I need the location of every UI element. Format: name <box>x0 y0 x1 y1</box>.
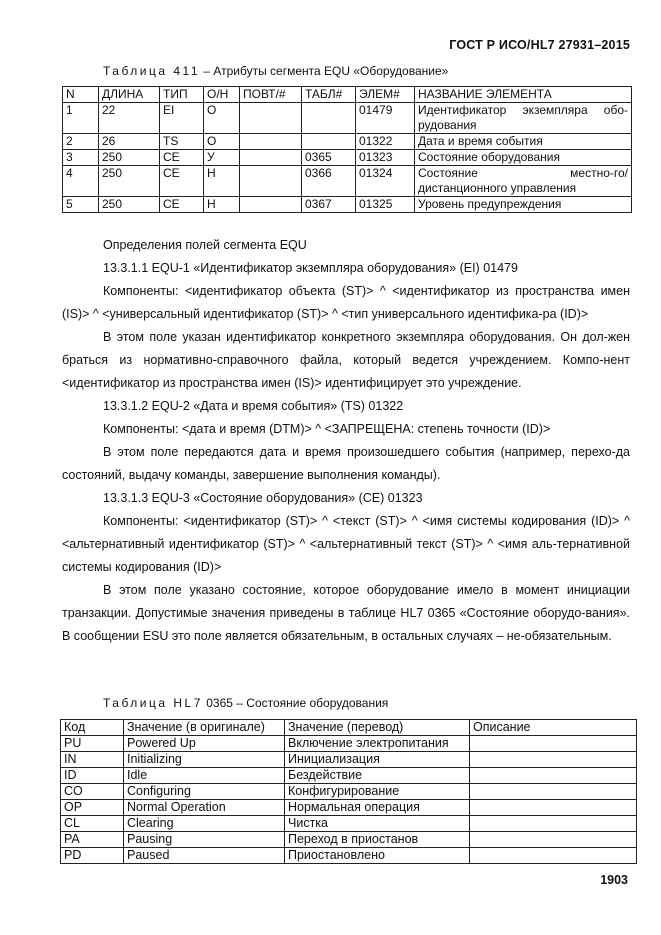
table-cell: 01324 <box>356 166 415 197</box>
table-cell: 3 <box>63 150 99 166</box>
table-cell <box>240 103 302 134</box>
page-number: 1903 <box>600 873 628 887</box>
table-cell: 01322 <box>356 134 415 150</box>
table-cell: 250 <box>99 150 160 166</box>
table-row <box>61 736 637 752</box>
translated-value-cell: Инициализация <box>285 752 470 768</box>
code-cell: OP <box>61 800 124 816</box>
code-cell: PA <box>61 832 124 848</box>
table-cell: 22 <box>99 103 160 134</box>
paragraph: В этом поле передаются дата и время произошедшего события (например, перехо-да состояний, выдачу команды, завершение выполнения команды). <box>62 445 630 482</box>
table-row <box>61 768 637 784</box>
table-cell <box>302 103 356 134</box>
description-cell <box>470 784 637 800</box>
table-row <box>61 832 637 848</box>
description-cell <box>470 768 637 784</box>
translated-value-cell: Бездействие <box>285 768 470 784</box>
column-header: НАЗВАНИЕ ЭЛЕМЕНТА <box>415 87 632 103</box>
code-cell: CL <box>61 816 124 832</box>
table-row <box>61 784 637 800</box>
section-heading: Определения полей сегмента EQU <box>103 238 307 252</box>
paragraph: В этом поле указан идентификатор конкретного экземпляра оборудования. Он дол-жен браться из нормативно-справочного файла, который ведется учреждением. Компо-нент <идентификатор из пространства имен (IS)> идентифицирует это учреждение. <box>62 330 630 390</box>
table-row <box>61 848 637 864</box>
original-value-cell: Initializing <box>124 752 285 768</box>
column-header: ПОВТ/# <box>240 87 302 103</box>
translated-value-cell: Нормальная операция <box>285 800 470 816</box>
table-cell <box>240 134 302 150</box>
column-header: N <box>63 87 99 103</box>
table-row <box>63 150 632 166</box>
table-cell: Идентификатор экземпляра обо-рудования <box>415 103 632 134</box>
column-header: ЭЛЕМ# <box>356 87 415 103</box>
table-cell: Н <box>204 166 240 197</box>
paragraph: Компоненты: <идентификатор (ST)> ^ <текст (ST)> ^ <имя системы кодирования (ID)> ^ <альтернативный идентификатор (ST)> ^ <альтернативный текст (ST)> ^ <имя аль-тернативной системы кодирования (ID)> <box>62 514 630 574</box>
table-cell: О <box>204 134 240 150</box>
table-row <box>63 103 632 134</box>
column-header: ТАБЛ# <box>302 87 356 103</box>
table-cell: 26 <box>99 134 160 150</box>
code-cell: CO <box>61 784 124 800</box>
code-cell: PU <box>61 736 124 752</box>
table-cell: 01325 <box>356 197 415 213</box>
column-header: ТИП <box>160 87 204 103</box>
table-cell: 1 <box>63 103 99 134</box>
original-value-cell: Pausing <box>124 832 285 848</box>
column-header: Код <box>61 720 124 736</box>
table-cell <box>240 150 302 166</box>
description-cell <box>470 816 637 832</box>
table-cell: CE <box>160 166 204 197</box>
code-cell: ID <box>61 768 124 784</box>
table-cell: EI <box>160 103 204 134</box>
table-cell: Состояние местно-го/дистанционного управления <box>415 166 632 197</box>
table-cell: TS <box>160 134 204 150</box>
original-value-cell: Clearing <box>124 816 285 832</box>
table-cell: Н <box>204 197 240 213</box>
column-header: О/Н <box>204 87 240 103</box>
table2-caption <box>103 696 388 710</box>
column-header: ДЛИНА <box>99 87 160 103</box>
code-cell: IN <box>61 752 124 768</box>
equ-attributes-table <box>62 86 632 213</box>
table-cell: 0367 <box>302 197 356 213</box>
translated-value-cell: Приостановлено <box>285 848 470 864</box>
column-header: Значение (перевод) <box>285 720 470 736</box>
table-row <box>63 166 632 197</box>
code-cell: PD <box>61 848 124 864</box>
table-cell <box>240 166 302 197</box>
original-value-cell: Powered Up <box>124 736 285 752</box>
description-cell <box>470 832 637 848</box>
description-cell <box>470 752 637 768</box>
original-value-cell: Normal Operation <box>124 800 285 816</box>
table-cell: Дата и время события <box>415 134 632 150</box>
table-cell: О <box>204 103 240 134</box>
table-cell: CE <box>160 150 204 166</box>
table-cell: 0366 <box>302 166 356 197</box>
table-cell: 5 <box>63 197 99 213</box>
description-cell <box>470 848 637 864</box>
table-row <box>61 752 637 768</box>
translated-value-cell: Включение электропитания <box>285 736 470 752</box>
subsection-heading: 13.3.1.2 EQU-2 «Дата и время события» (TS) 01322 <box>103 399 404 413</box>
original-value-cell: Paused <box>124 848 285 864</box>
table1-caption <box>103 64 448 78</box>
translated-value-cell: Чистка <box>285 816 470 832</box>
document-header: ГОСТ Р ИСО/HL7 27931–2015 <box>449 38 630 52</box>
table-cell: 01323 <box>356 150 415 166</box>
table-cell: CE <box>160 197 204 213</box>
table-header-row <box>61 720 637 736</box>
subsection-heading: 13.3.1.3 EQU-3 «Состояние оборудования» (CE) 01323 <box>103 491 423 505</box>
table-cell: 01479 <box>356 103 415 134</box>
table2-caption-title: 0365 – Состояние оборудования <box>206 696 389 710</box>
description-cell <box>470 736 637 752</box>
original-value-cell: Idle <box>124 768 285 784</box>
translated-value-cell: Переход в приостанов <box>285 832 470 848</box>
table-cell: 250 <box>99 166 160 197</box>
table-cell: 4 <box>63 166 99 197</box>
table-cell: У <box>204 150 240 166</box>
column-header: Описание <box>470 720 637 736</box>
table-row <box>63 134 632 150</box>
table2-caption-prefix: Таблица HL7 <box>103 696 203 710</box>
original-value-cell: Configuring <box>124 784 285 800</box>
table-header-row <box>63 87 632 103</box>
table-cell: Состояние оборудования <box>415 150 632 166</box>
table-row <box>63 197 632 213</box>
paragraph: Компоненты: <идентификатор объекта (ST)> ^ <идентификатор из пространства имен (IS)> ^ <универсальный идентификатор (ST)> ^ <тип универсального идентифика-ра (ID)> <box>62 284 630 321</box>
table-cell: 2 <box>63 134 99 150</box>
table1-caption-title: – Атрибуты сегмента EQU «Оборудование» <box>203 64 449 78</box>
table-cell <box>302 134 356 150</box>
table-cell: Уровень предупреждения <box>415 197 632 213</box>
table-cell: 0365 <box>302 150 356 166</box>
equipment-state-table <box>60 719 637 864</box>
table-cell <box>240 197 302 213</box>
paragraph: Компоненты: <дата и время (DTM)> ^ <ЗАПРЕЩЕНА: степень точности (ID)> <box>103 422 551 436</box>
table-row <box>61 800 637 816</box>
table-cell: 250 <box>99 197 160 213</box>
table1-caption-prefix: Таблица 411 <box>103 64 201 78</box>
paragraph: В этом поле указано состояние, которое оборудование имело в момент инициации транзакции. Допустимые значения приведены в таблице HL7 0365 «Состояние оборудо-вания». В сообщении ESU это поле является обязательным, в остальных случаях – не-обязательным. <box>62 583 630 643</box>
document-body <box>62 234 630 648</box>
subsection-heading: 13.3.1.1 EQU-1 «Идентификатор экземпляра оборудования» (EI) 01479 <box>103 261 518 275</box>
table-row <box>61 816 637 832</box>
translated-value-cell: Конфигурирование <box>285 784 470 800</box>
column-header: Значение (в оригинале) <box>124 720 285 736</box>
description-cell <box>470 800 637 816</box>
